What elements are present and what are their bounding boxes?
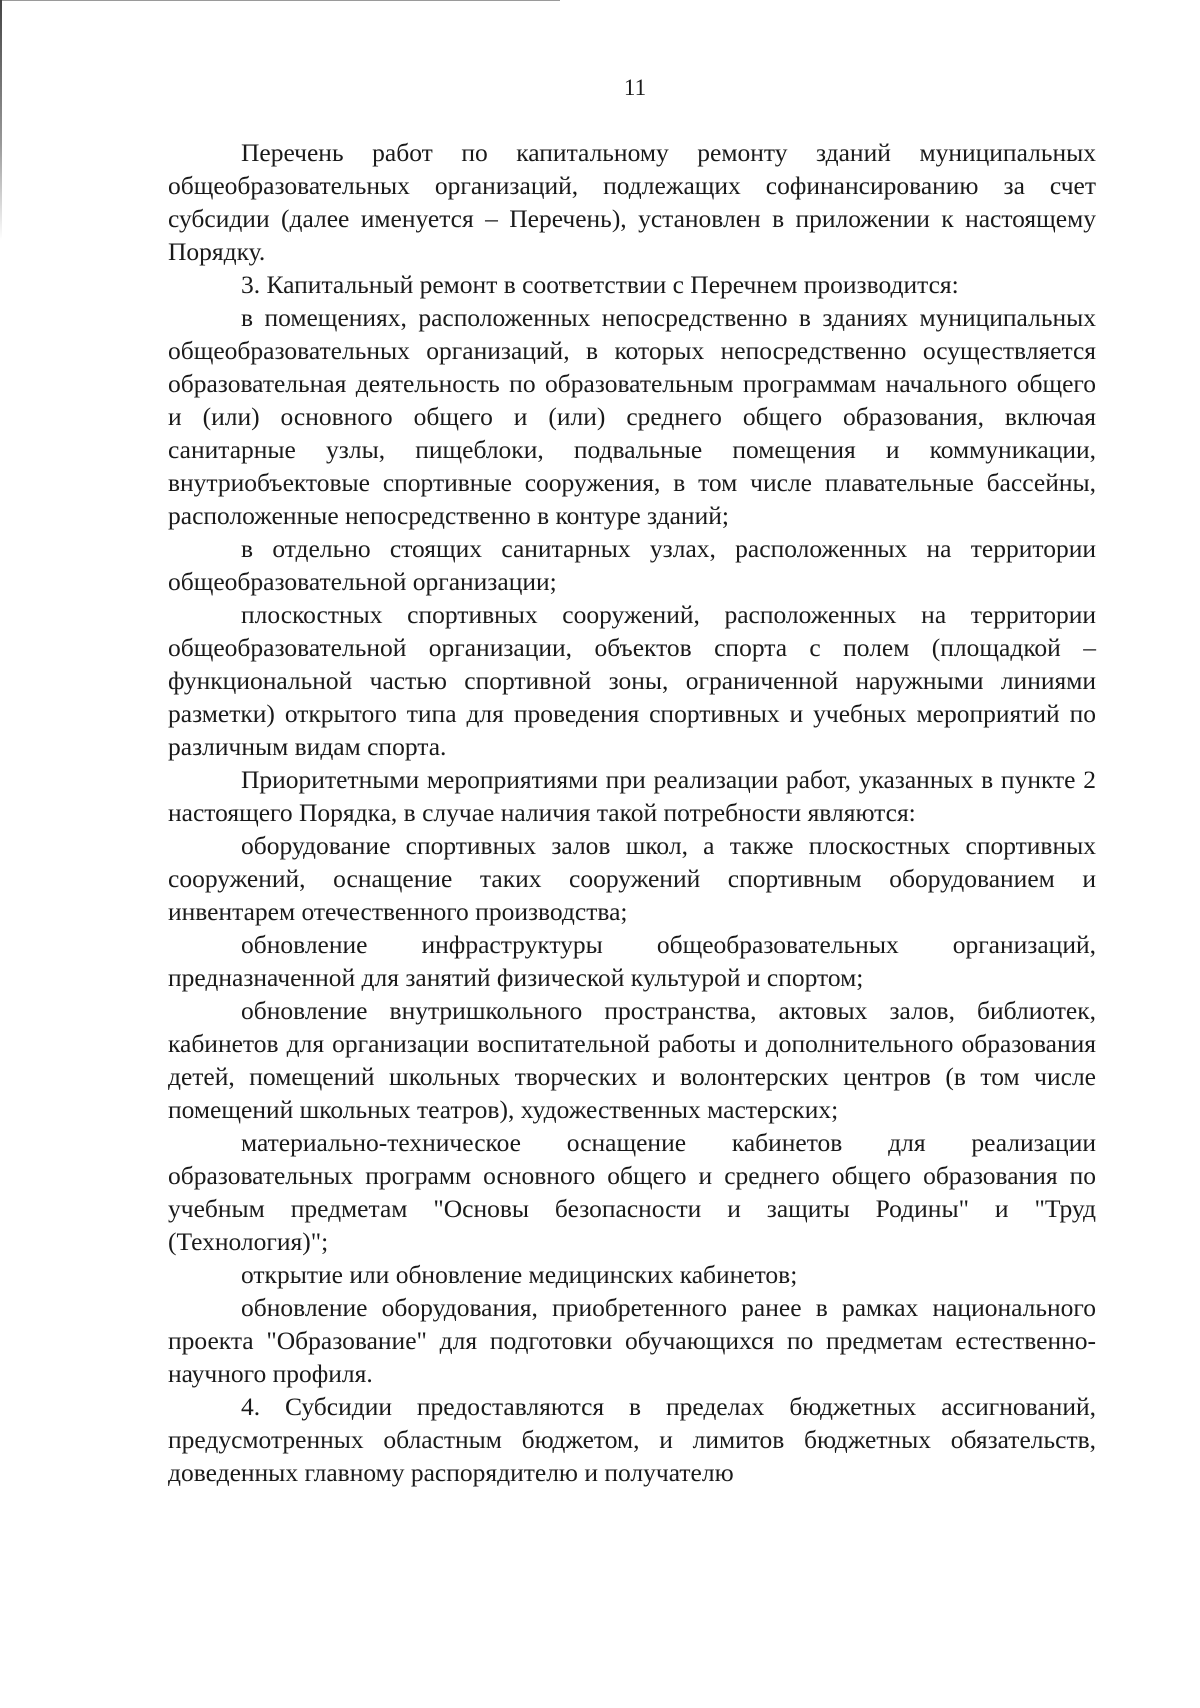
paragraph-gym-equipment: оборудование спортивных залов школ, а также плоскостных спортивных сооружений, оснащение таких сооружений спортивным оборудованием и инвентарем отечественного производства; xyxy=(168,831,1096,926)
paragraph-list-intro: Перечень работ по капитальному ремонту зданий муниципальных общеобразовательных организаций, подлежащих софинансированию за счет субсидии (далее именуется – Перечень), установлен в приложении к настоящему Порядку. xyxy=(168,138,1096,266)
paragraph-infrastructure: обновление инфраструктуры общеобразовательных организаций, предназначенной для занятий физической культурой и спортом; xyxy=(168,930,1096,992)
paragraph-section-4: 4. Субсидии предоставляются в пределах бюджетных ассигнований, предусмотренных областным бюджетом, и лимитов бюджетных обязательств, доведенных главному распорядителю и получателю xyxy=(168,1392,1096,1487)
paragraph-premises: в помещениях, расположенных непосредственно в зданиях муниципальных общеобразовательных организаций, в которых непосредственно осуществляется образовательная деятельность по образовательным программам начального общего и (или) основного общего и (или) среднего общего образования, включая санитарные узлы, пищеблоки, подвальные помещения и коммуникации, внутриобъектовые спортивные сооружения, в том числе плавательные бассейны, расположенные непосредственно в контуре зданий; xyxy=(168,303,1096,530)
paragraph-school-space: обновление внутришкольного пространства, актовых залов, библиотек, кабинетов для организации воспитательной работы и дополнительного образования детей, помещений школьных творческих и волонтерских центров (в том числе помещений школьных театров), художественных мастерских; xyxy=(168,996,1096,1124)
page-number: 11 xyxy=(623,75,647,100)
paragraph-sanitary-units: в отдельно стоящих санитарных узлах, расположенных на территории общеобразовательной организации; xyxy=(168,534,1096,596)
paragraph-section-3: 3. Капитальный ремонт в соответствии с Перечнем производится: xyxy=(241,270,959,299)
paragraph-medical-rooms: открытие или обновление медицинских кабинетов; xyxy=(241,1260,798,1289)
scan-left-edge xyxy=(0,0,2,240)
scan-top-edge xyxy=(0,0,560,1)
paragraph-equipment-update: обновление оборудования, приобретенного ранее в рамках национального проекта "Образование" для подготовки обучающихся по предметам естественно-научного профиля. xyxy=(168,1293,1096,1388)
paragraph-priority-intro: Приоритетными мероприятиями при реализации работ, указанных в пункте 2 настоящего Порядка, в случае наличия такой потребности являются: xyxy=(168,765,1096,827)
paragraph-sports-facilities: плоскостных спортивных сооружений, расположенных на территории общеобразовательной организации, объектов спорта с полем (площадкой – функциональной частью спортивной зоны, ограниченной наружными линиями разметки) открытого типа для проведения спортивных и учебных мероприятий по различным видам спорта. xyxy=(168,600,1096,761)
document-body xyxy=(168,136,1096,1489)
paragraph-classroom-equipment: материально-техническое оснащение кабинетов для реализации образовательных программ основного общего и среднего общего образования по учебным предметам "Основы безопасности и защиты Родины" и "Труд (Технология)"; xyxy=(168,1128,1096,1256)
